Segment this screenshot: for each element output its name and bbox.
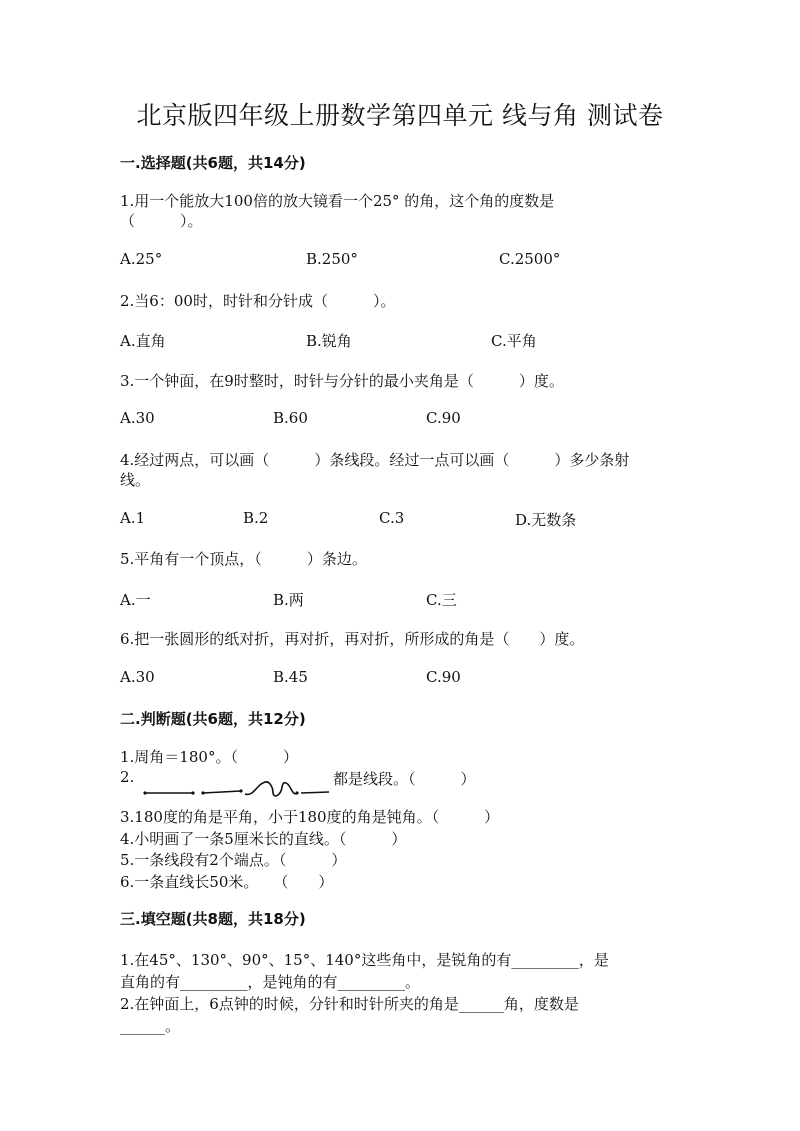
section-header-fill: 三.填空题(共8题，共18分) [120, 910, 306, 928]
question-text: ______。 [120, 1017, 181, 1035]
statement-text: 1.周角＝180°。（ ） [120, 748, 298, 766]
option-b: B.锐角 [306, 332, 352, 350]
statement-text: 6.一条直线长50米。 （ ） [120, 873, 334, 891]
option-c: C.2500° [499, 250, 561, 268]
option-a: A.1 [120, 509, 146, 527]
option-b: B.250° [306, 250, 358, 268]
statement-text: 5.一条线段有2个端点。（ ） [120, 851, 347, 869]
option-a: A.25° [120, 250, 163, 268]
statement-text: 都是线段。（ ） [333, 770, 476, 788]
question-text: 6.把一张圆形的纸对折，再对折，再对折，所形成的角是（ ）度。 [120, 630, 585, 648]
statement-text: 3.180度的角是平角，小于180度的角是钝角。（ ） [120, 808, 500, 826]
question-text: 2.当6：00时，时针和分针成（ ）。 [120, 292, 396, 310]
page-title: 北京版四年级上册数学第四单元 线与角 测试卷 [136, 101, 664, 130]
option-c: C.三 [426, 591, 457, 609]
statement-number: 2. [120, 768, 135, 786]
option-a: A.直角 [120, 332, 166, 350]
question-text: 3.一个钟面，在9时整时，时针与分针的最小夹角是（ ）度。 [120, 372, 564, 390]
question-text: （ ）。 [120, 212, 203, 230]
question-text: 5.平角有一个顶点，（ ）条边。 [120, 550, 367, 568]
section-header-choice: 一.选择题(共6题，共14分) [120, 154, 306, 172]
option-a: A.一 [120, 591, 151, 609]
option-d: D.无数条 [515, 511, 577, 529]
line-segments-figure [141, 773, 331, 799]
section-header-judgement: 二.判断题(共6题，共12分) [120, 710, 306, 728]
question-text: 直角的有_________，是钝角的有_________。 [120, 973, 421, 991]
question-text: 1.在45°、130°、90°、15°、140°这些角中，是锐角的有_________，是 [120, 951, 609, 969]
option-a: A.30 [120, 668, 155, 686]
option-c: C.90 [426, 668, 461, 686]
option-b: B.两 [273, 591, 304, 609]
option-b: B.45 [273, 668, 308, 686]
option-c: C.90 [426, 409, 461, 427]
question-text: 线。 [120, 471, 151, 489]
question-text: 1.用一个能放大100倍的放大镜看一个25° 的角，这个角的度数是 [120, 192, 555, 210]
statement-text: 4.小明画了一条5厘米长的直线。（ ） [120, 830, 407, 848]
option-c: C.3 [379, 509, 405, 527]
question-text: 2.在钟面上，6点钟的时候，分针和时针所夹的角是______角，度数是 [120, 995, 579, 1013]
option-b: B.2 [243, 509, 269, 527]
option-c: C.平角 [491, 332, 537, 350]
option-b: B.60 [273, 409, 308, 427]
question-text: 4.经过两点，可以画（ ）条线段。经过一点可以画（ ）多少条射 [120, 451, 630, 469]
option-a: A.30 [120, 409, 155, 427]
